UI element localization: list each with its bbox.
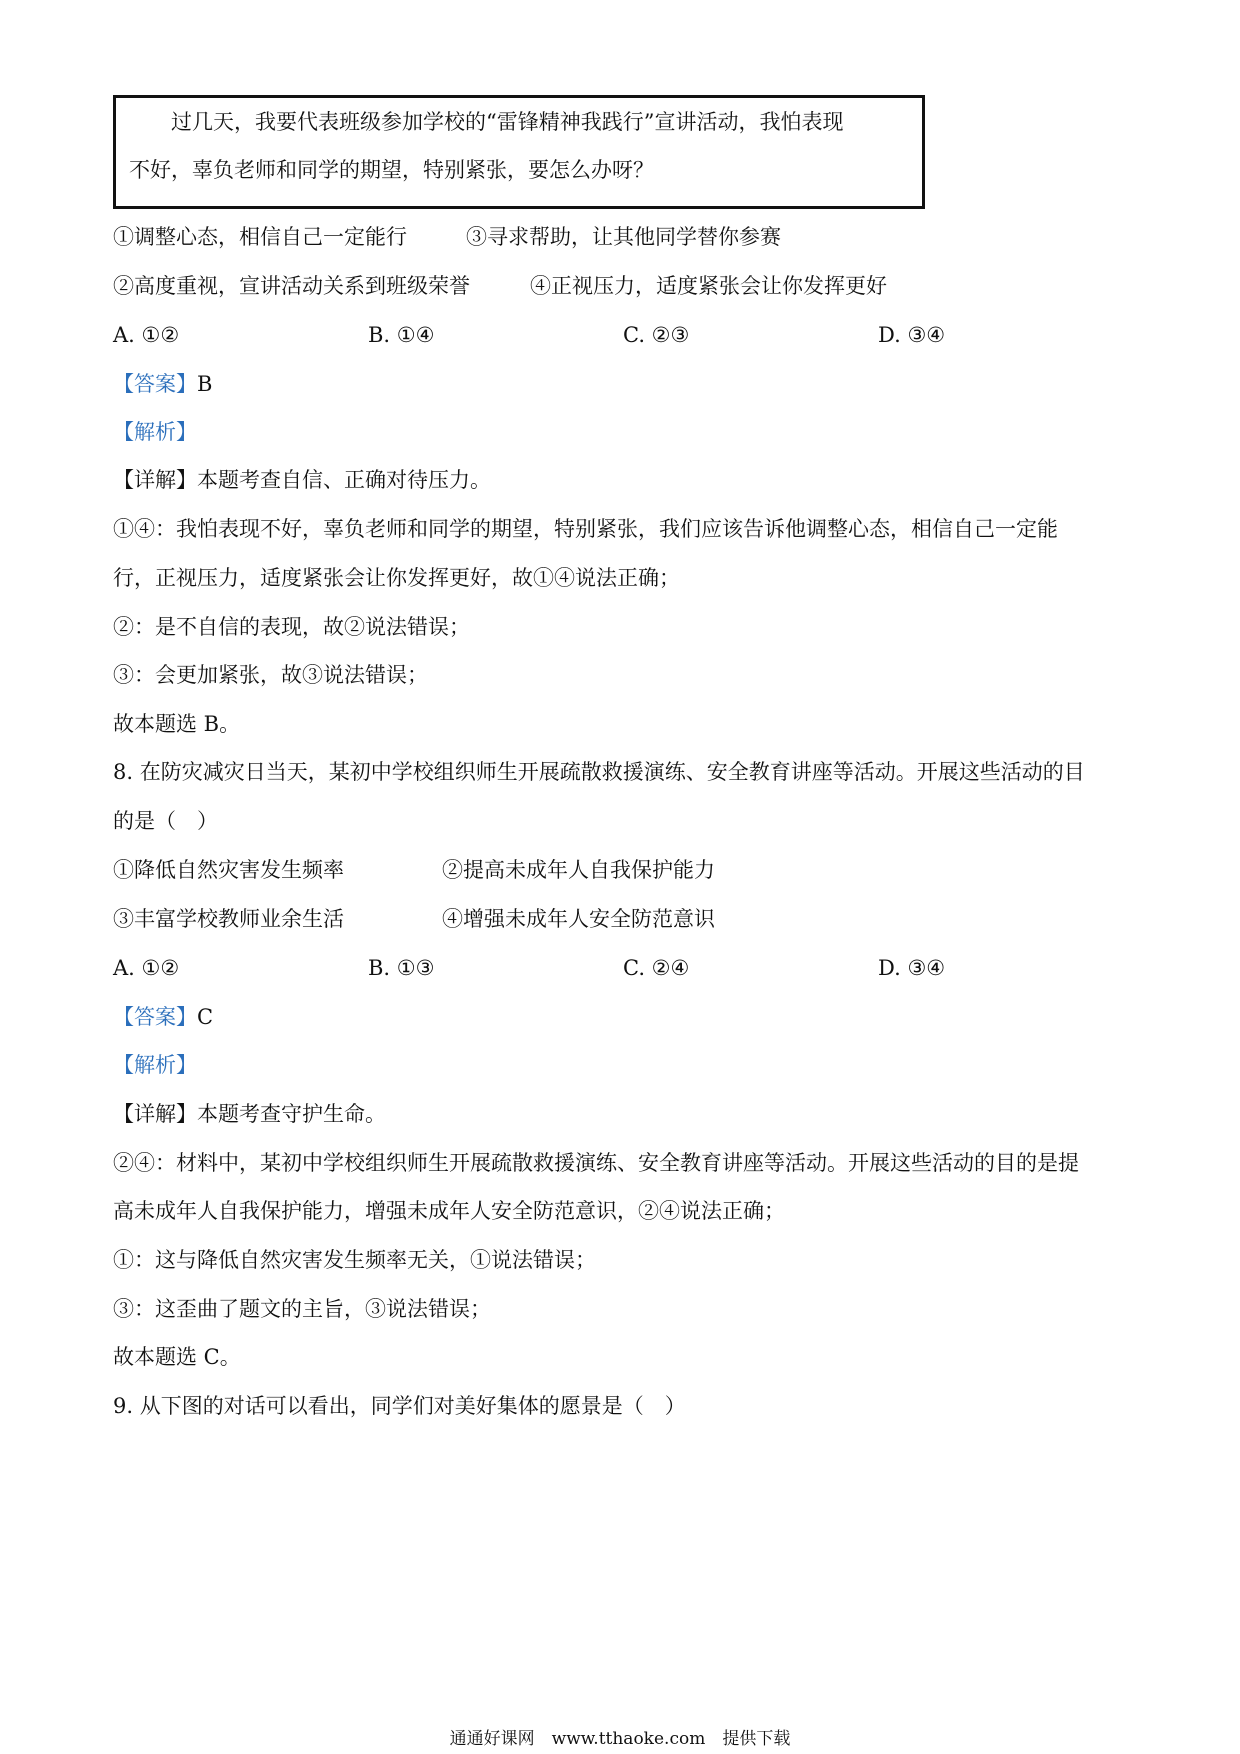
q7-conclusion: 故本题选 B。 — [113, 712, 241, 736]
q8-choice-d: D. ③④ — [878, 956, 946, 980]
q8-choice-c: C. ②④ — [623, 956, 690, 980]
q8-stem-line-1: 8. 在防灾减灾日当天，某初中学校组织师生开展疏散救援演练、安全教育讲座等活动。开展这些活动的目 — [113, 760, 1085, 784]
q8-choice-b: B. ①③ — [368, 956, 435, 980]
q7-explanation-2: ②：是不自信的表现，故②说法错误； — [113, 615, 470, 639]
q8-answer-row — [113, 1003, 213, 1031]
answer-tag: 【答案】 — [113, 1005, 197, 1029]
q7-detail: 【详解】本题考查自信、正确对待压力。 — [113, 468, 491, 492]
q8-explanation-1-line-2: 高未成年人自我保护能力，增强未成年人安全防范意识，②④说法正确； — [113, 1199, 785, 1223]
q8-option-2: ②提高未成年人自我保护能力 — [442, 858, 715, 882]
q9-stem: 9. 从下图的对话可以看出，同学们对美好集体的愿景是（ ） — [113, 1394, 686, 1418]
material-line-1: 过几天，我要代表班级参加学校的“雷锋精神我践行”宣讲活动，我怕表现 — [171, 110, 844, 134]
q7-option-3: ③寻求帮助，让其他同学替你参赛 — [466, 225, 781, 249]
q7-choice-a: A. ①② — [113, 323, 180, 347]
q8-explanation-3: ③：这歪曲了题文的主旨，③说法错误； — [113, 1297, 491, 1321]
q8-option-1: ①降低自然灾害发生频率 — [113, 858, 344, 882]
q7-option-4: ④正视压力，适度紧张会让你发挥更好 — [530, 274, 887, 298]
material-line-2: 不好，辜负老师和同学的期望，特别紧张，要怎么办呀？ — [129, 158, 654, 182]
material-box — [113, 95, 925, 209]
q8-option-3: ③丰富学校教师业余生活 — [113, 907, 344, 931]
q8-conclusion: 故本题选 C。 — [113, 1345, 241, 1369]
q8-analysis-tag: 【解析】 — [113, 1053, 197, 1077]
q7-analysis-tag: 【解析】 — [113, 420, 197, 444]
q7-choice-c: C. ②③ — [623, 323, 690, 347]
q8-option-4: ④增强未成年人安全防范意识 — [442, 907, 715, 931]
q7-explanation-1-line-2: 行，正视压力，适度紧张会让你发挥更好，故①④说法正确； — [113, 566, 680, 590]
q7-option-1: ①调整心态，相信自己一定能行 — [113, 225, 407, 249]
q7-explanation-3: ③：会更加紧张，故③说法错误； — [113, 663, 428, 687]
q7-explanation-1-line-1: ①④：我怕表现不好，辜负老师和同学的期望，特别紧张，我们应该告诉他调整心态，相信自己一定能 — [113, 517, 1058, 541]
q8-explanation-1-line-1: ②④：材料中，某初中学校组织师生开展疏散救援演练、安全教育讲座等活动。开展这些活动的目的是提 — [113, 1151, 1079, 1175]
q7-choice-d: D. ③④ — [878, 323, 946, 347]
q8-explanation-2: ①：这与降低自然灾害发生频率无关，①说法错误； — [113, 1248, 596, 1272]
q8-answer: C — [197, 1005, 214, 1029]
q8-choice-a: A. ①② — [113, 956, 180, 980]
q7-choice-b: B. ①④ — [368, 323, 435, 347]
page-footer: 通通好课网 www.tthaoke.com 提供下载 — [449, 1729, 791, 1749]
answer-tag: 【答案】 — [113, 372, 197, 396]
q8-detail: 【详解】本题考查守护生命。 — [113, 1102, 386, 1126]
q7-option-2: ②高度重视，宣讲活动关系到班级荣誉 — [113, 274, 470, 298]
q8-stem-line-2: 的是（ ） — [113, 809, 218, 833]
q7-answer: B — [197, 372, 213, 396]
q7-answer-row — [113, 370, 212, 398]
